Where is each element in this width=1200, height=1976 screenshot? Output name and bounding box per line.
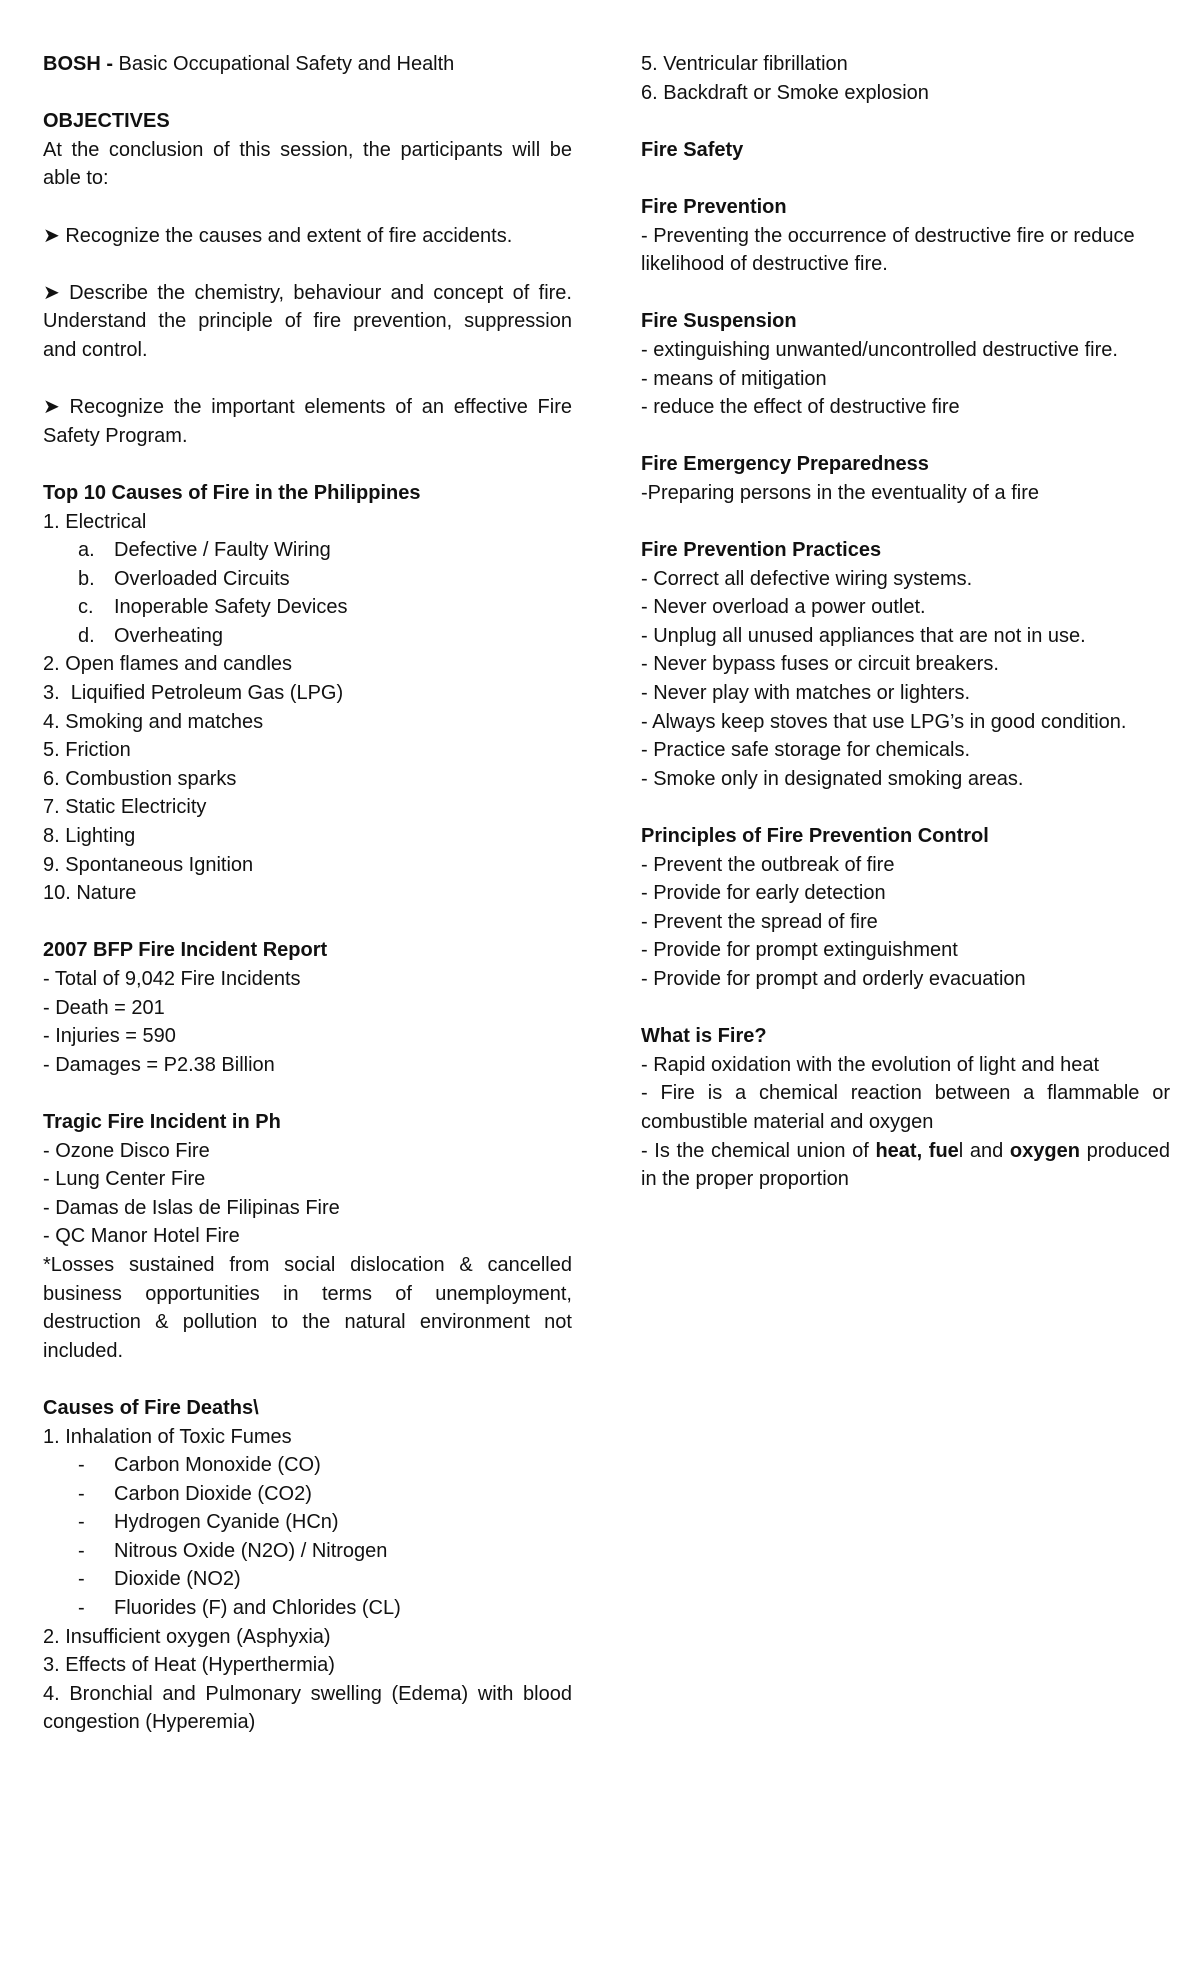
- list-item: - Unplug all unused appliances that are not in use.: [641, 624, 1086, 647]
- list-item: - Rapid oxidation with the evolution of light and heat: [641, 1053, 1100, 1076]
- sub-list-text: Overloaded Circuits: [114, 567, 290, 590]
- list-item: - Prevent the spread of fire: [641, 910, 878, 933]
- objectives-section: [43, 107, 572, 193]
- list-item-text: - Is the chemical union of: [641, 1139, 876, 1162]
- fire-deaths-continued: [641, 50, 1170, 107]
- sub-list-marker: -: [78, 1454, 85, 1477]
- what-is-fire-section: [641, 1022, 1176, 1194]
- document-title: [43, 50, 572, 79]
- keyword-fuel: fue: [928, 1139, 959, 1162]
- list-item: - Correct all defective wiring systems.: [641, 567, 973, 590]
- list-item: - reduce the effect of destructive fire: [641, 396, 960, 419]
- losses-note: *Losses sustained from social dislocation & cancelled business opportunities in terms of unemployment, destruction & pollution to the natural environment not included.: [43, 1253, 572, 1362]
- list-item: - Never overload a power outlet.: [641, 596, 926, 619]
- sub-list-item: [43, 593, 572, 622]
- list-item: - Provide for prompt and orderly evacuation: [641, 968, 1026, 990]
- top-causes-section: [43, 479, 572, 908]
- list-item: - Provide for prompt extinguishment: [641, 939, 958, 962]
- list-item: - QC Manor Hotel Fire: [43, 1225, 240, 1248]
- list-item: - Never play with matches or lighters.: [641, 682, 971, 705]
- list-item: 7. Static Electricity: [43, 796, 207, 819]
- title-acronym: BOSH -: [43, 53, 113, 75]
- left-column: [43, 50, 572, 1766]
- bfp-report-section: [43, 936, 572, 1079]
- keyword-heat: heat,: [875, 1139, 923, 1162]
- objective-item: [43, 222, 572, 251]
- list-item: 1. Electrical: [43, 510, 147, 533]
- sub-list-item: [43, 1594, 572, 1623]
- list-item: 3. Effects of Heat (Hyperthermia): [43, 1654, 335, 1677]
- list-item: [641, 1137, 1176, 1194]
- keyword-oxygen: oxygen: [1009, 1139, 1080, 1162]
- list-item: - Always keep stoves that use LPG’s in good condition.: [641, 710, 1127, 733]
- sub-list-text: Nitrous Oxide (N2O) / Nitrogen: [114, 1539, 388, 1562]
- objective-item-text: ➤ Recognize the causes and extent of fire accidents.: [43, 224, 513, 247]
- fire-prevention-text: - Preventing the occurrence of destructive fire or reduce likelihood of destructive fire.: [641, 224, 1135, 276]
- sub-list-text: Carbon Dioxide (CO2): [114, 1482, 312, 1505]
- sub-list-item: [43, 622, 572, 651]
- sub-list-item: [43, 1537, 572, 1566]
- sub-list-item: [43, 1508, 572, 1537]
- fire-suspension-heading: Fire Suspension: [641, 310, 797, 333]
- list-item: - extinguishing unwanted/uncontrolled destructive fire.: [641, 338, 1118, 361]
- list-item: - Lung Center Fire: [43, 1168, 206, 1191]
- sub-list-item: [43, 1451, 572, 1480]
- list-item: - means of mitigation: [641, 367, 827, 390]
- list-item: - Provide for early detection: [641, 882, 886, 905]
- preparedness-heading: Fire Emergency Preparedness: [641, 453, 929, 476]
- sub-list-item: [43, 1480, 572, 1509]
- list-item: 4. Bronchial and Pulmonary swelling (Edema) with blood congestion (Hyperemia): [43, 1682, 572, 1734]
- objective-item: ➤ Recognize the important elements of an effective Fire Safety Program.: [43, 396, 572, 447]
- top-causes-heading: Top 10 Causes of Fire in the Philippines: [43, 481, 421, 504]
- sub-list-text: Dioxide (NO2): [114, 1568, 241, 1591]
- sub-list-marker: b.: [78, 567, 95, 590]
- objective-item: ➤ Describe the chemistry, behaviour and concept of fire. Understand the principle of fire prevention, suppression and control.: [43, 281, 572, 361]
- list-item: - Ozone Disco Fire: [43, 1139, 210, 1162]
- list-item: - Smoke only in designated smoking areas.: [641, 767, 1024, 790]
- title-text: Basic Occupational Safety and Health: [113, 53, 455, 75]
- list-item: - Total of 9,042 Fire Incidents: [43, 968, 301, 990]
- sub-list-text: Overheating: [114, 624, 223, 647]
- list-item: - Death = 201: [43, 996, 165, 1019]
- bfp-report-heading: 2007 BFP Fire Incident Report: [43, 939, 328, 962]
- tragic-incidents-section: [43, 1108, 572, 1365]
- principles-heading: Principles of Fire Prevention Control: [641, 825, 989, 848]
- list-item-text: produced in the proper proportion: [641, 1139, 1176, 1191]
- list-item: 3. Liquified Petroleum Gas (LPG): [43, 682, 344, 705]
- preparedness-text: -Preparing persons in the eventuality of a fire: [641, 481, 1039, 504]
- sub-list-text: Defective / Faulty Wiring: [114, 539, 331, 562]
- list-item: - Damas de Islas de Filipinas Fire: [43, 1196, 340, 1219]
- sub-list-marker: -: [78, 1597, 85, 1620]
- sub-list-marker: -: [78, 1511, 85, 1534]
- sub-list-marker: -: [78, 1568, 85, 1591]
- list-item: 9. Spontaneous Ignition: [43, 853, 254, 876]
- list-item: 6. Combustion sparks: [43, 767, 237, 790]
- fire-suspension-section: [641, 307, 1170, 421]
- practices-section: [641, 536, 1170, 793]
- sub-list-marker: -: [78, 1539, 85, 1562]
- list-item: - Injuries = 590: [43, 1025, 176, 1048]
- list-item: - Never bypass fuses or circuit breakers.: [641, 653, 999, 676]
- list-item-text: [922, 1140, 929, 1162]
- preparedness-section: [641, 450, 1170, 507]
- fire-safety-section: [641, 136, 1170, 165]
- what-is-fire-heading: What is Fire?: [641, 1025, 767, 1048]
- objectives-intro: At the conclusion of this session, the participants will be able to:: [43, 138, 572, 190]
- principles-section: [641, 822, 1170, 994]
- list-item: 6. Backdraft or Smoke explosion: [641, 81, 929, 104]
- fire-deaths-section: [43, 1394, 572, 1737]
- sub-list-marker: d.: [78, 624, 95, 647]
- list-item-text: l and: [958, 1139, 1010, 1162]
- sub-list-item: [43, 565, 572, 594]
- list-item: 5. Friction: [43, 739, 131, 762]
- list-item: 1. Inhalation of Toxic Fumes: [43, 1425, 292, 1448]
- sub-list-text: Inoperable Safety Devices: [114, 596, 348, 619]
- sub-list-item: [43, 1565, 572, 1594]
- list-item: 5. Ventricular fibrillation: [641, 53, 848, 75]
- list-item: 4. Smoking and matches: [43, 710, 264, 733]
- sub-list-text: Hydrogen Cyanide (HCn): [114, 1511, 339, 1534]
- tragic-incidents-heading: Tragic Fire Incident in Ph: [43, 1110, 281, 1133]
- sub-list-text: Carbon Monoxide (CO): [114, 1454, 321, 1477]
- fire-prevention-section: [641, 193, 1170, 279]
- fire-prevention-heading: Fire Prevention: [641, 195, 787, 218]
- list-item: 2. Open flames and candles: [43, 653, 293, 676]
- list-item: - Prevent the outbreak of fire: [641, 853, 895, 876]
- list-item: - Damages = P2.38 Billion: [43, 1053, 275, 1076]
- list-item: 8. Lighting: [43, 825, 136, 848]
- objectives-heading: OBJECTIVES: [43, 110, 170, 133]
- sub-list-text: Fluorides (F) and Chlorides (CL): [114, 1597, 401, 1620]
- sub-list-marker: c.: [78, 596, 94, 619]
- list-item: 2. Insufficient oxygen (Asphyxia): [43, 1625, 331, 1648]
- practices-heading: Fire Prevention Practices: [641, 539, 882, 562]
- list-item: 10. Nature: [43, 882, 137, 905]
- fire-safety-heading: Fire Safety: [641, 138, 744, 161]
- sub-list-marker: -: [78, 1482, 85, 1505]
- list-item: - Fire is a chemical reaction between a flammable or combustible material and oxygen: [641, 1082, 1170, 1133]
- right-column: [641, 50, 1176, 1222]
- sub-list-marker: a.: [78, 539, 95, 562]
- sub-list-item: [43, 536, 572, 565]
- fire-deaths-heading: Causes of Fire Deaths\: [43, 1396, 259, 1419]
- list-item: - Practice safe storage for chemicals.: [641, 739, 971, 762]
